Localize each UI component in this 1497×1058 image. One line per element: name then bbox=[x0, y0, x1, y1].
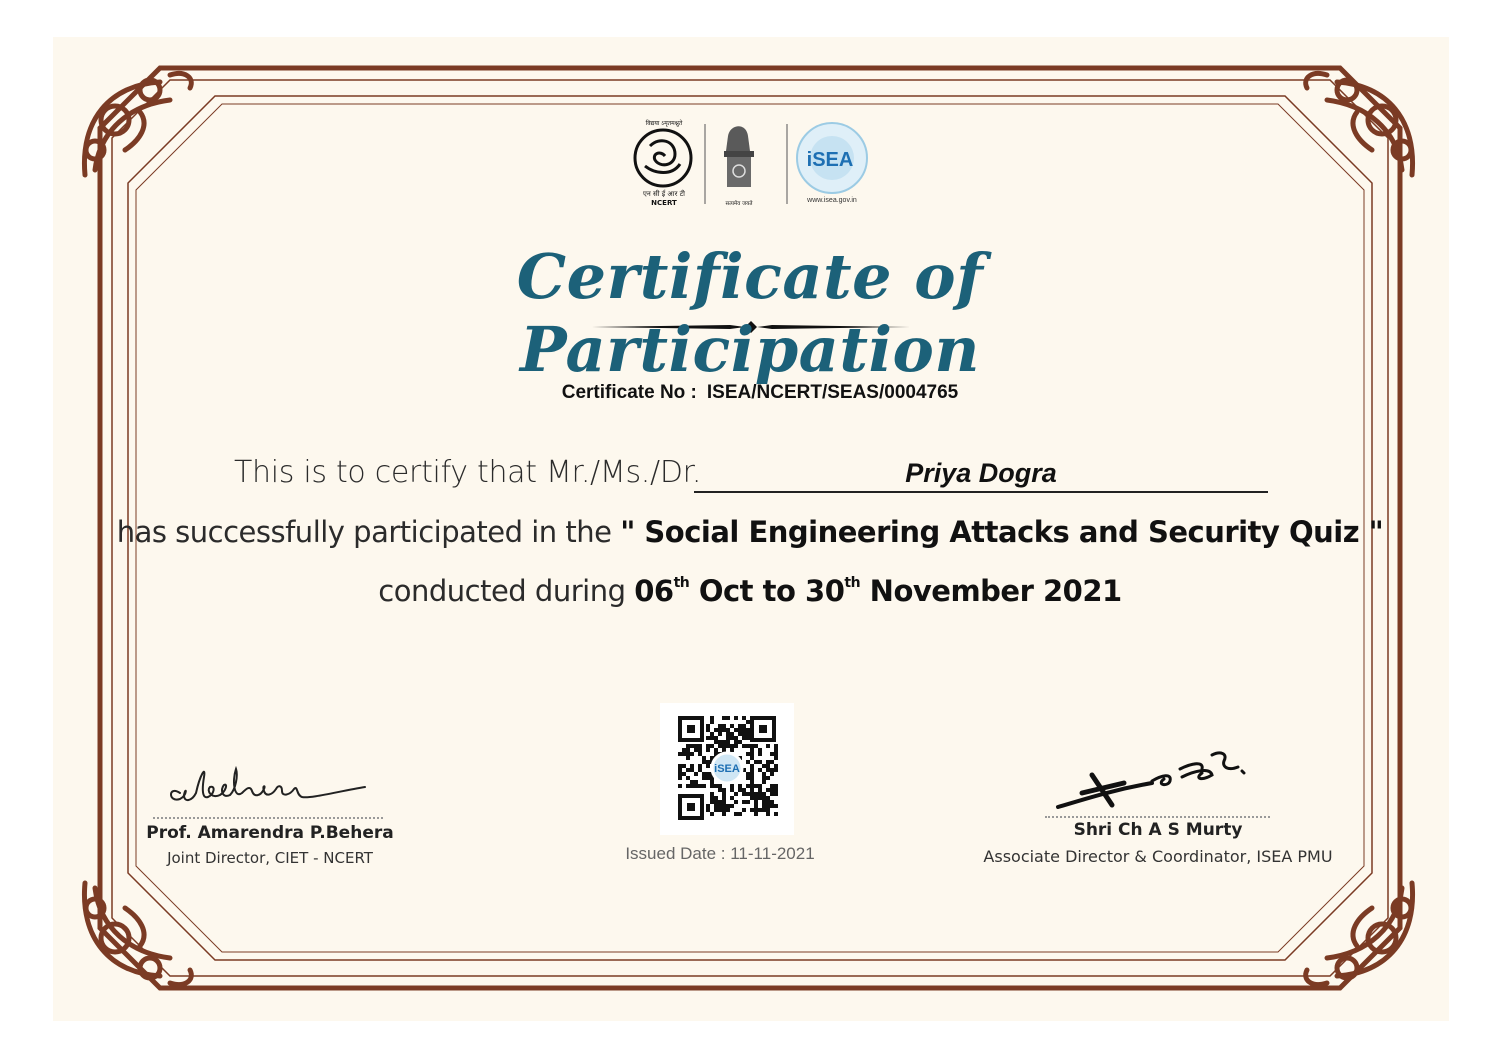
qr-module bbox=[718, 784, 722, 788]
participation-prefix: has successfully participated in the bbox=[116, 515, 612, 549]
qr-module bbox=[714, 808, 718, 812]
qr-module bbox=[754, 744, 758, 748]
qr-module bbox=[706, 724, 710, 728]
qr-module bbox=[734, 792, 738, 796]
qr-module bbox=[746, 772, 750, 776]
qr-module bbox=[702, 760, 706, 764]
duration-dates bbox=[634, 574, 1122, 608]
right-signature bbox=[1052, 745, 1252, 815]
qr-module bbox=[742, 728, 746, 732]
qr-module bbox=[734, 812, 738, 816]
qr-module bbox=[730, 804, 734, 808]
qr-module bbox=[766, 808, 770, 812]
qr-module bbox=[746, 784, 750, 788]
qr-module bbox=[726, 728, 730, 732]
qr-module bbox=[746, 720, 750, 724]
qr-module bbox=[766, 800, 770, 804]
national-emblem bbox=[724, 126, 754, 207]
qr-module bbox=[750, 768, 754, 772]
qr-module bbox=[762, 808, 766, 812]
qr-module bbox=[750, 776, 754, 780]
qr-module bbox=[774, 784, 778, 788]
qr-module bbox=[762, 792, 766, 796]
qr-module bbox=[702, 776, 706, 780]
qr-module bbox=[706, 804, 710, 808]
participation-text bbox=[100, 515, 1400, 549]
qr-module bbox=[706, 772, 710, 776]
qr-module bbox=[750, 744, 754, 748]
qr-module bbox=[686, 752, 690, 756]
ncert-logo bbox=[635, 119, 691, 207]
left-signatory-title: Joint Director, CIET - NCERT bbox=[167, 849, 373, 867]
qr-module bbox=[738, 812, 742, 816]
qr-module bbox=[746, 752, 750, 756]
qr-module bbox=[758, 748, 762, 752]
qr-module bbox=[698, 744, 702, 748]
qr-module bbox=[718, 804, 722, 808]
qr-module bbox=[774, 812, 778, 816]
qr-module bbox=[710, 784, 714, 788]
qr-module bbox=[678, 752, 682, 756]
qr-module bbox=[706, 776, 710, 780]
qr-module bbox=[722, 788, 726, 792]
issued-date-value: 11-11-2021 bbox=[730, 844, 815, 863]
qr-module bbox=[698, 784, 702, 788]
qr-module bbox=[686, 748, 690, 752]
qr-module bbox=[774, 752, 778, 756]
qr-module bbox=[766, 744, 770, 748]
right-signatory-title: Associate Director & Coordinator, ISEA PMU bbox=[983, 847, 1333, 866]
qr-module bbox=[718, 744, 722, 748]
qr-module bbox=[726, 732, 730, 736]
issued-date-label: Issued Date : bbox=[625, 844, 726, 863]
corner-ornament-br bbox=[1306, 883, 1413, 985]
qr-module bbox=[718, 740, 722, 744]
qr-module bbox=[762, 804, 766, 808]
qr-module bbox=[774, 764, 778, 768]
left-signatory-name: Prof. Amarendra P.Behera bbox=[146, 823, 394, 843]
corner-ornament-tl bbox=[84, 73, 191, 175]
qr-module bbox=[714, 804, 718, 808]
qr-module bbox=[682, 752, 686, 756]
certificate-number-label: Certificate No : bbox=[561, 382, 697, 403]
qr-module bbox=[754, 796, 758, 800]
qr-module bbox=[762, 776, 766, 780]
qr-module bbox=[718, 728, 722, 732]
qr-module bbox=[758, 760, 762, 764]
qr-module bbox=[686, 756, 690, 760]
qr-module bbox=[742, 788, 746, 792]
qr-module bbox=[690, 768, 694, 772]
qr-module bbox=[770, 800, 774, 804]
isea-url: www.isea.gov.in bbox=[807, 197, 857, 204]
qr-module bbox=[706, 760, 710, 764]
qr-module bbox=[774, 744, 778, 748]
qr-module bbox=[710, 716, 714, 720]
qr-module bbox=[706, 728, 710, 732]
qr-module bbox=[726, 716, 730, 720]
qr-module bbox=[722, 796, 726, 800]
qr-module bbox=[718, 808, 722, 812]
qr-module bbox=[750, 772, 754, 776]
qr-module bbox=[758, 808, 762, 812]
qr-module bbox=[770, 760, 774, 764]
certificate-number: ISEA/NCERT/SEAS/0004765 bbox=[706, 382, 959, 403]
qr-module bbox=[730, 784, 734, 788]
qr-module bbox=[718, 800, 722, 804]
qr-module bbox=[746, 792, 750, 796]
end-month-year: November 2021 bbox=[869, 574, 1122, 608]
qr-module bbox=[730, 724, 734, 728]
qr-module bbox=[758, 784, 762, 788]
qr-module bbox=[770, 752, 774, 756]
qr-module bbox=[686, 784, 690, 788]
qr-module bbox=[714, 796, 718, 800]
qr-module bbox=[706, 744, 710, 748]
qr-module bbox=[754, 804, 758, 808]
qr-module bbox=[762, 764, 766, 768]
qr-module bbox=[750, 748, 754, 752]
qr-module bbox=[682, 748, 686, 752]
qr-module bbox=[762, 780, 766, 784]
qr-module bbox=[730, 748, 734, 752]
qr-module bbox=[686, 744, 690, 748]
qr-module bbox=[766, 776, 770, 780]
qr-module bbox=[718, 732, 722, 736]
qr-module bbox=[686, 776, 690, 780]
qr-module bbox=[734, 736, 738, 740]
isea-logo-text: iSEA bbox=[806, 149, 854, 171]
qr-module bbox=[754, 760, 758, 764]
qr-module bbox=[686, 768, 690, 772]
qr-module bbox=[722, 716, 726, 720]
issued-date bbox=[560, 844, 880, 864]
qr-module bbox=[774, 792, 778, 796]
qr-module bbox=[754, 792, 758, 796]
qr-module bbox=[694, 748, 698, 752]
qr-module bbox=[770, 768, 774, 772]
qr-module bbox=[750, 752, 754, 756]
qr-module bbox=[694, 744, 698, 748]
qr-module bbox=[710, 732, 714, 736]
emblem-motto: सत्यमेव जयते bbox=[725, 201, 753, 207]
qr-module bbox=[714, 736, 718, 740]
qr-module bbox=[738, 728, 742, 732]
qr-module bbox=[766, 796, 770, 800]
qr-module bbox=[750, 808, 754, 812]
qr-module bbox=[738, 724, 742, 728]
qr-module bbox=[770, 804, 774, 808]
qr-module bbox=[722, 744, 726, 748]
qr-module bbox=[734, 744, 738, 748]
qr-module bbox=[746, 732, 750, 736]
qr-module bbox=[766, 804, 770, 808]
qr-module bbox=[678, 768, 682, 772]
qr-module bbox=[770, 792, 774, 796]
ncert-label: NCERT bbox=[651, 199, 677, 207]
qr-module bbox=[706, 764, 710, 768]
qr-code bbox=[660, 703, 794, 835]
qr-module bbox=[702, 772, 706, 776]
qr-module bbox=[706, 808, 710, 812]
qr-module bbox=[718, 788, 722, 792]
qr-module bbox=[690, 744, 694, 748]
date-range-mid: Oct to 30 bbox=[698, 574, 845, 608]
qr-module bbox=[742, 736, 746, 740]
qr-module bbox=[690, 780, 694, 784]
qr-module bbox=[694, 784, 698, 788]
isea-logo bbox=[797, 123, 867, 204]
qr-module bbox=[774, 748, 778, 752]
qr-module bbox=[754, 800, 758, 804]
qr-module bbox=[730, 796, 734, 800]
qr-module bbox=[690, 784, 694, 788]
qr-module bbox=[730, 732, 734, 736]
qr-module bbox=[678, 784, 682, 788]
qr-module bbox=[722, 748, 726, 752]
qr-module bbox=[710, 792, 714, 796]
qr-module bbox=[714, 748, 718, 752]
qr-module bbox=[774, 768, 778, 772]
certify-text: This is to certify that Mr./Ms./Dr. bbox=[234, 455, 702, 490]
qr-module bbox=[734, 728, 738, 732]
qr-module bbox=[706, 736, 710, 740]
qr-module bbox=[710, 744, 714, 748]
qr-module bbox=[774, 788, 778, 792]
qr-module bbox=[678, 764, 682, 768]
qr-module bbox=[678, 772, 682, 776]
qr-module bbox=[714, 740, 718, 744]
certificate-title: Certificate of Participation bbox=[516, 240, 984, 386]
start-day-suffix: th bbox=[673, 575, 690, 591]
qr-module bbox=[722, 804, 726, 808]
qr-module bbox=[758, 768, 762, 772]
qr-module bbox=[766, 788, 770, 792]
qr-module bbox=[694, 780, 698, 784]
qr-module bbox=[762, 772, 766, 776]
qr-module bbox=[698, 768, 702, 772]
qr-module bbox=[714, 728, 718, 732]
qr-module bbox=[766, 812, 770, 816]
qr-module bbox=[742, 716, 746, 720]
qr-module bbox=[702, 756, 706, 760]
qr-module bbox=[678, 776, 682, 780]
certificate-number-row bbox=[260, 382, 1260, 404]
qr-module bbox=[750, 792, 754, 796]
qr-module bbox=[722, 724, 726, 728]
qr-module bbox=[770, 772, 774, 776]
qr-module bbox=[750, 780, 754, 784]
qr-module bbox=[746, 760, 750, 764]
qr-module bbox=[734, 716, 738, 720]
qr-module bbox=[710, 796, 714, 800]
ncert-motto: विद्यया ऽमृतमश्नुते bbox=[645, 120, 683, 127]
qr-module bbox=[766, 768, 770, 772]
qr-module bbox=[690, 752, 694, 756]
qr-module bbox=[730, 744, 734, 748]
qr-module bbox=[762, 796, 766, 800]
qr-module bbox=[742, 800, 746, 804]
qr-module bbox=[722, 800, 726, 804]
qr-module bbox=[774, 804, 778, 808]
qr-module bbox=[702, 784, 706, 788]
duration-prefix: conducted during bbox=[378, 574, 626, 608]
qr-module bbox=[750, 796, 754, 800]
qr-module bbox=[730, 788, 734, 792]
qr-module bbox=[710, 800, 714, 804]
qr-module bbox=[758, 788, 762, 792]
qr-module bbox=[690, 764, 694, 768]
qr-module bbox=[698, 764, 702, 768]
qr-module bbox=[710, 720, 714, 724]
qr-module bbox=[762, 800, 766, 804]
qr-module bbox=[738, 788, 742, 792]
qr-module bbox=[698, 752, 702, 756]
qr-module bbox=[726, 744, 730, 748]
left-signature-dotted-line bbox=[153, 817, 383, 819]
qr-module bbox=[722, 812, 726, 816]
qr-module bbox=[766, 764, 770, 768]
qr-module bbox=[742, 792, 746, 796]
qr-module bbox=[770, 784, 774, 788]
corner-ornament-tr bbox=[1306, 73, 1413, 175]
qr-module bbox=[722, 808, 726, 812]
qr-module bbox=[682, 772, 686, 776]
qr-module bbox=[694, 772, 698, 776]
qr-module bbox=[722, 792, 726, 796]
qr-module bbox=[682, 764, 686, 768]
recipient-name: Priya Dogra bbox=[905, 458, 1057, 488]
qr-module bbox=[730, 736, 734, 740]
qr-module bbox=[750, 788, 754, 792]
qr-module bbox=[746, 744, 750, 748]
qr-module bbox=[714, 800, 718, 804]
qr-module bbox=[750, 764, 754, 768]
qr-module bbox=[758, 796, 762, 800]
corner-ornament-bl bbox=[84, 883, 191, 985]
qr-module bbox=[746, 800, 750, 804]
ncert-hindi-label: एन सी ई आर टी bbox=[643, 190, 685, 198]
qr-module bbox=[754, 808, 758, 812]
qr-module bbox=[766, 760, 770, 764]
qr-module bbox=[710, 736, 714, 740]
qr-module bbox=[742, 732, 746, 736]
logo-strip bbox=[630, 116, 875, 208]
qr-module bbox=[726, 740, 730, 744]
qr-module bbox=[738, 732, 742, 736]
qr-module bbox=[718, 724, 722, 728]
qr-module bbox=[698, 748, 702, 752]
qr-module bbox=[746, 728, 750, 732]
event-name: " Social Engineering Attacks and Security Quiz " bbox=[620, 515, 1384, 549]
qr-module bbox=[754, 812, 758, 816]
qr-module bbox=[706, 748, 710, 752]
qr-module bbox=[738, 740, 742, 744]
qr-module bbox=[750, 756, 754, 760]
qr-module bbox=[726, 736, 730, 740]
qr-module bbox=[742, 744, 746, 748]
qr-module bbox=[734, 740, 738, 744]
qr-module bbox=[714, 784, 718, 788]
qr-module bbox=[710, 812, 714, 816]
qr-module bbox=[738, 784, 742, 788]
qr-center-logo: iSEA bbox=[714, 763, 740, 775]
end-day-suffix: th bbox=[844, 575, 861, 591]
right-signature-dotted-line bbox=[1045, 816, 1270, 818]
qr-module bbox=[722, 728, 726, 732]
qr-module bbox=[758, 752, 762, 756]
qr-module bbox=[750, 784, 754, 788]
qr-module bbox=[746, 736, 750, 740]
qr-module bbox=[726, 808, 730, 812]
qr-module bbox=[742, 724, 746, 728]
duration-text bbox=[100, 574, 1400, 608]
left-signature bbox=[160, 755, 375, 815]
qr-module bbox=[722, 740, 726, 744]
qr-module bbox=[734, 800, 738, 804]
right-signatory-name: Shri Ch A S Murty bbox=[1073, 820, 1243, 840]
start-day: 06 bbox=[634, 574, 674, 608]
qr-module bbox=[754, 784, 758, 788]
qr-module bbox=[726, 804, 730, 808]
qr-module bbox=[774, 756, 778, 760]
qr-module bbox=[710, 780, 714, 784]
qr-module bbox=[758, 792, 762, 796]
qr-module bbox=[770, 788, 774, 792]
qr-module bbox=[742, 808, 746, 812]
qr-module bbox=[746, 776, 750, 780]
